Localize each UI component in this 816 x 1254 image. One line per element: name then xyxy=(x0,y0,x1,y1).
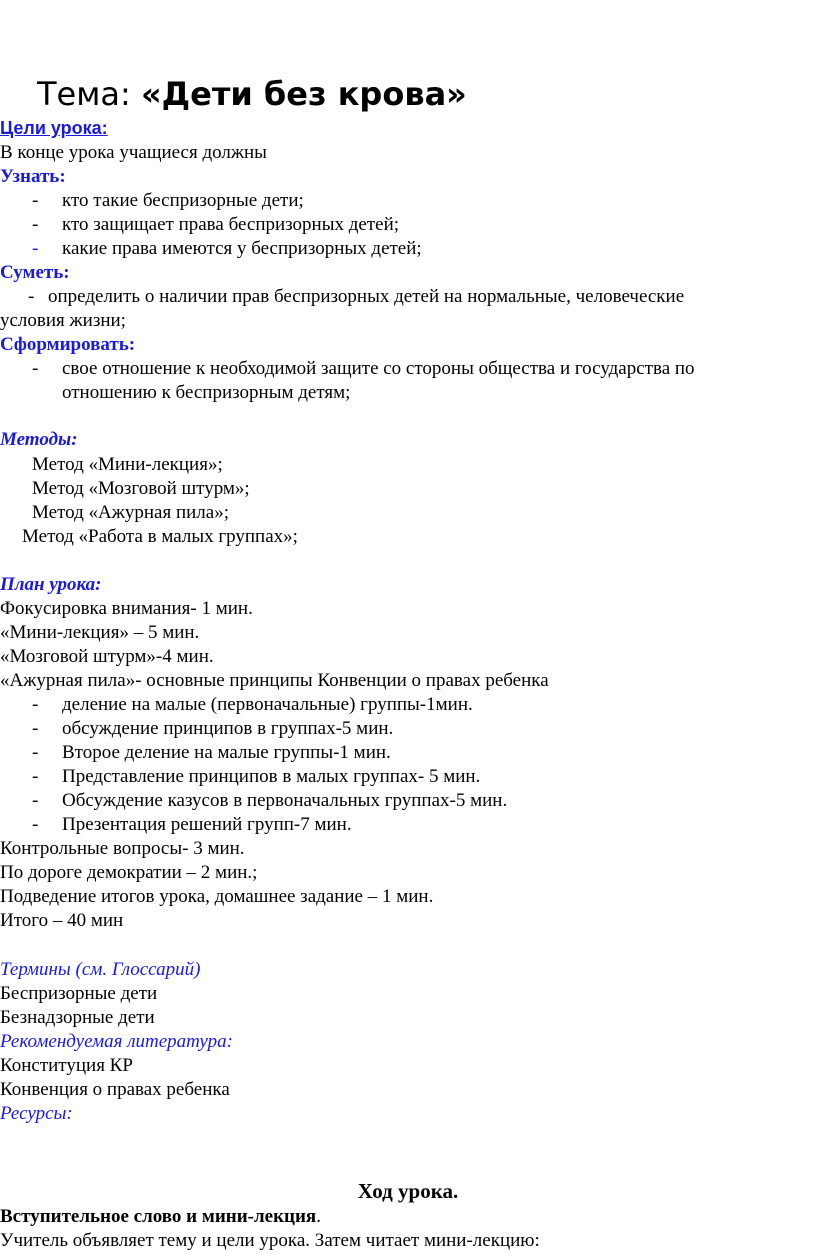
plan-line: «Ажурная пила»- основные принципы Конвенции о правах ребенка xyxy=(0,670,549,691)
dash-marker: - xyxy=(32,694,39,715)
form-line-2: отношению к беспризорным детям; xyxy=(62,382,351,403)
dash-marker: - xyxy=(32,790,39,811)
literature-item: Конвенция о правах ребенка xyxy=(0,1079,230,1100)
dash-marker: - xyxy=(32,742,39,763)
title-main: «Дети без крова» xyxy=(140,75,467,113)
form-line-1: свое отношение к необходимой защите со стороны общества и государства по xyxy=(62,358,695,379)
method-item: Метод «Мини-лекция»; xyxy=(32,454,223,475)
lesson-intro xyxy=(0,1205,321,1229)
plan-subitem: обсуждение принципов в группах-5 мин. xyxy=(62,718,394,739)
plan-subitem: Презентация решений групп-7 мин. xyxy=(62,814,352,835)
dash-marker: - xyxy=(32,214,39,235)
dash-marker: - xyxy=(32,358,39,379)
dash-marker: - xyxy=(28,286,35,307)
dash-marker: - xyxy=(32,238,39,259)
lesson-heading: Ход урока. xyxy=(357,1179,459,1203)
plan-line: «Мозговой штурм»-4 мин. xyxy=(0,646,214,667)
goals-intro: В конце урока учащиеся должны xyxy=(0,142,267,163)
term-item: Безнадзорные дети xyxy=(0,1007,155,1028)
plan-subitem: Обсуждение казусов в первоначальных группах-5 мин. xyxy=(62,790,508,811)
term-item: Беспризорные дети xyxy=(0,983,158,1004)
plan-subitem: Представление принципов в малых группах- 5 мин. xyxy=(62,766,481,787)
plan-line: Фокусировка внимания- 1 мин. xyxy=(0,598,253,619)
lesson-intro-dot: . xyxy=(316,1206,321,1227)
form-heading: Сформировать: xyxy=(0,334,136,355)
plan-after-line: Контрольные вопросы- 3 мин. xyxy=(0,838,245,859)
know-heading: Узнать: xyxy=(0,166,66,187)
plan-after-line: По дороге демократии – 2 мин.; xyxy=(0,862,258,883)
dash-marker: - xyxy=(32,766,39,787)
know-item: кто защищает права беспризорных детей; xyxy=(62,214,400,235)
page-title xyxy=(37,72,467,116)
goals-heading: Цели урока: xyxy=(0,118,108,138)
dash-marker: - xyxy=(32,190,39,211)
know-item: какие права имеются у беспризорных детей; xyxy=(62,238,422,259)
method-item: Метод «Мозговой штурм»; xyxy=(32,478,250,499)
lesson-text: Учитель объявляет тему и цели урока. Затем читает мини-лекцию: xyxy=(0,1230,540,1251)
know-item: кто такие беспризорные дети; xyxy=(62,190,304,211)
can-heading: Суметь: xyxy=(0,262,70,283)
can-line-1: определить о наличии прав беспризорных детей на нормальные, человеческие xyxy=(48,286,685,307)
terms-heading: Термины (см. Глоссарий) xyxy=(0,959,201,980)
can-line-2: условия жизни; xyxy=(0,310,126,331)
dash-marker: - xyxy=(32,814,39,835)
methods-heading: Методы: xyxy=(0,429,78,450)
plan-total: Итого – 40 мин xyxy=(0,910,124,931)
lesson-intro-bold: Вступительное слово и мини-лекция xyxy=(0,1206,317,1227)
literature-heading: Рекомендуемая литература: xyxy=(0,1031,233,1052)
method-item: Метод «Ажурная пила»; xyxy=(32,502,229,523)
method-item: Метод «Работа в малых группах»; xyxy=(22,526,298,547)
literature-item: Конституция КР xyxy=(0,1055,133,1076)
plan-subitem: деление на малые (первоначальные) группы-1мин. xyxy=(62,694,473,715)
resources-heading: Ресурсы: xyxy=(0,1103,73,1124)
plan-line: «Мини-лекция» – 5 мин. xyxy=(0,622,200,643)
plan-heading: План урока: xyxy=(0,574,102,595)
dash-marker: - xyxy=(32,718,39,739)
plan-after-line: Подведение итогов урока, домашнее задание – 1 мин. xyxy=(0,886,434,907)
plan-subitem: Второе деление на малые группы-1 мин. xyxy=(62,742,391,763)
title-prefix: Тема: xyxy=(37,75,141,113)
